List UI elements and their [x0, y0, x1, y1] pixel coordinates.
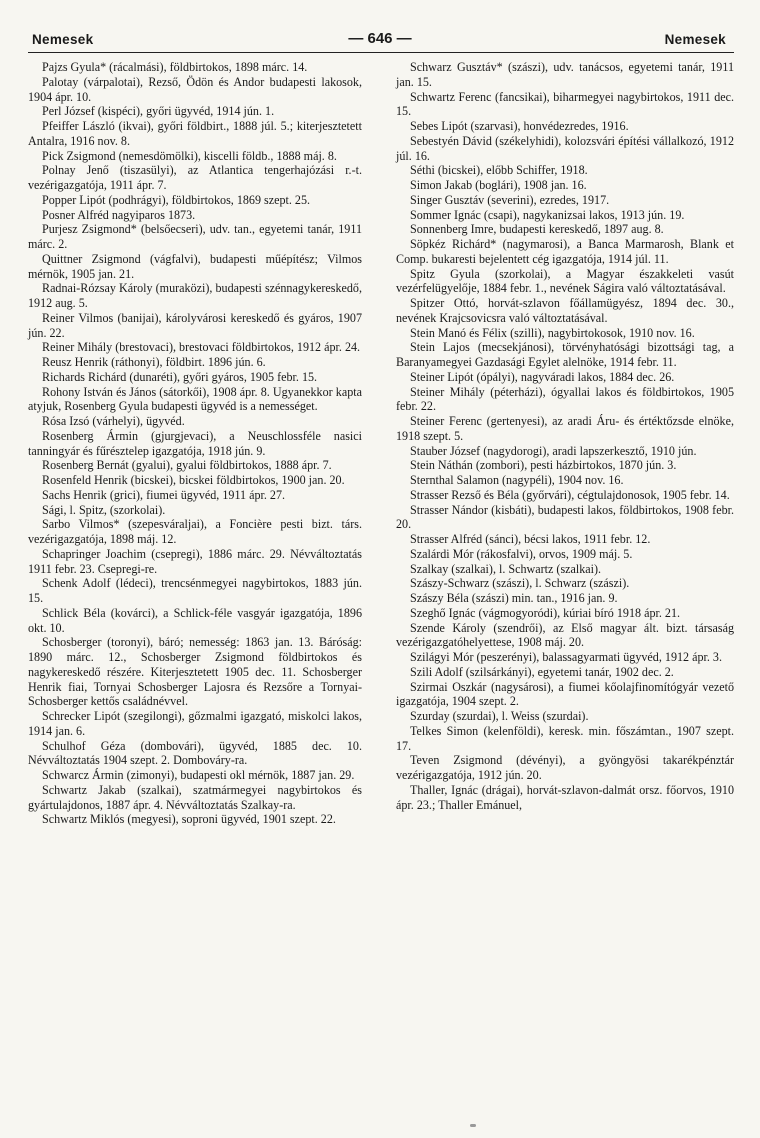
entry-paragraph: Söpkéz Richárd* (nagymarosi), a Banca Marmarosh, Blank et Comp. bukaresti bejelentett cég igazgatója, 1914 júl. 11.	[396, 237, 734, 266]
entry-paragraph: Rosenberg Ármin (gjurgjevaci), a Neuschlossféle nasici tanningyár és fűrésztelep igazgatója, 1918 jún. 9.	[28, 428, 362, 458]
entry-paragraph: Sarbo Vilmos* (szepesváraljai), a Foncière pesti bizt. társ. vezérigazgatója, 1898 máj. 12.	[28, 517, 362, 546]
entry-paragraph: Schwarcz Ármin (zimonyi), budapesti okl mérnök, 1887 jan. 29.	[42, 768, 355, 782]
entry-paragraph: Sachs Henrik (grici), fiumei ügyvéd, 1911 ápr. 27.	[42, 487, 286, 502]
left-column	[28, 60, 362, 827]
entry-paragraph: Spitz Gyula (szorkolai), a Magyar északkeleti vasút vezérfelügyelője, 1884 febr. 1., nevének Ságira való változtatásával.	[396, 266, 734, 296]
entry-paragraph: Singer Gusztáv (severini), ezredes, 1917.	[410, 192, 610, 207]
entry-paragraph: Szilágyi Mór (peszerényi), balassagyarmati ügyvéd, 1912 ápr. 3.	[410, 650, 722, 664]
entry-paragraph: Spitzer Ottó, horvát-szlavon főállamügyész, 1894 dec. 30., nevének Krajcsovicsra való változtatásával.	[396, 296, 734, 325]
entry-paragraph: Posner Alfréd nagyiparos 1873.	[42, 207, 196, 222]
entry-paragraph: Steiner Mihály (péterházi), ógyallai lakos és földbirtokos, 1905 febr. 22.	[396, 384, 734, 414]
entry-paragraph: Steiner Ferenc (gertenyesi), az aradi Áru- és értéktőzsde elnöke, 1918 szept. 5.	[396, 414, 734, 443]
entry-paragraph: Stein Manó és Félix (szilli), nagybirtokosok, 1910 nov. 16.	[410, 325, 695, 340]
page-speck	[470, 1124, 476, 1127]
entry-paragraph: Reiner Mihály (brestovaci), brestovaci földbirtokos, 1912 ápr. 24.	[42, 340, 361, 355]
entry-paragraph: Purjesz Zsigmond* (belsőecseri), udv. tan., egyetemi tanár, 1911 márc. 2.	[28, 222, 362, 251]
entry-paragraph: Szalkay (szalkai), l. Schwartz (szalkai).	[410, 561, 602, 576]
entry-paragraph: Schulhof Géza (dombovári), ügyvéd, 1885 dec. 10. Névváltoztatás 1904 szept. 2. Dombováry-ra.	[28, 738, 362, 768]
header-right-title: Nemesek	[664, 32, 726, 47]
entry-paragraph: Sebes Lipót (szarvasi), honvédezredes, 1916.	[410, 119, 629, 133]
entry-paragraph: Pajzs Gyula* (rácalmási), földbirtokos, 1898 márc. 14.	[42, 60, 308, 74]
entry-paragraph: Szirmai Oszkár (nagysárosi), a fiumei kőolajfinomítógyár vezető igazgatója, 1904 szept. 2.	[396, 679, 734, 709]
entry-paragraph: Rohony István és János (sátorkői), 1908 ápr. 8. Ugyanekkor kapta atyjuk, Rosenberg Gyula budapesti ügyvéd is a nemességet.	[28, 384, 362, 414]
entry-paragraph: Schwartz Ferenc (fancsikai), biharmegyei nagybirtokos, 1911 dec. 15.	[396, 89, 734, 119]
page-number: — 646 —	[348, 30, 412, 47]
entry-paragraph: Stein Náthán (zombori), pesti házbirtokos, 1870 jún. 3.	[410, 458, 677, 473]
entry-paragraph: Rósa Izsó (várhelyi), ügyvéd.	[42, 414, 185, 428]
header-left-title: Nemesek	[32, 32, 94, 47]
entry-paragraph: Szende Károly (szendrői), az Első magyar ált. bizt. társaság vezérigazgatóhelyettese, 1908 máj. 20.	[396, 620, 734, 650]
entry-paragraph: Pfeiffer László (ikvai), győri földbirt., 1888 júl. 5.; kiterjesztetett Antalra, 1916 nov. 8.	[28, 119, 362, 148]
entry-paragraph: Thaller, Ignác (drágai), horvát-szlavon-dalmát orsz. főorvos, 1910 ápr. 23.; Thaller Emánuel,	[396, 782, 734, 812]
entry-paragraph: Sebestyén Dávid (székelyhidi), kolozsvári építési vállalkozó, 1912 júl. 16.	[396, 133, 734, 163]
entry-paragraph: Reiner Vilmos (banijai), károlyvárosi kereskedő és gyáros, 1907 jún. 22.	[28, 310, 362, 340]
entry-paragraph: Schenk Adolf (lédeci), trencsénmegyei nagybirtokos, 1883 jún. 15.	[28, 576, 362, 605]
entry-paragraph: Sternthal Salamon (nagypéli), 1904 nov. 16.	[410, 473, 624, 487]
entry-paragraph: Radnai-Rózsay Károly (muraközi), budapesti szénnagykereskedő, 1912 aug. 5.	[28, 281, 362, 310]
entry-paragraph: Szászy-Schwarz (szászi), l. Schwarz (szászi).	[410, 576, 630, 591]
entry-paragraph: Sági, l. Spitz, (szorkolai).	[42, 502, 166, 517]
entry-paragraph: Pick Zsigmond (nemesdömölki), kiscelli földb., 1888 máj. 8.	[42, 148, 337, 163]
entry-paragraph: Simon Jakab (boglári), 1908 jan. 16.	[410, 178, 587, 192]
entry-paragraph: Schrecker Lipót (szegilongi), gőzmalmi igazgató, miskolci lakos, 1914 jan. 6.	[28, 709, 362, 738]
right-column	[396, 60, 734, 812]
entry-paragraph: Quittner Zsigmond (vágfalvi), budapesti műépítész; Vilmos mérnök, 1905 jan. 21.	[28, 251, 362, 281]
entry-paragraph: Séthi (bicskei), előbb Schiffer, 1918.	[410, 163, 588, 178]
entry-paragraph: Szili Adolf (szilsárkányi), egyetemi tanár, 1902 dec. 2.	[410, 664, 674, 679]
entry-paragraph: Rosenfeld Henrik (bicskei), bicskei földbirtokos, 1900 jan. 20.	[42, 473, 345, 487]
entry-paragraph: Perl József (kispéci), győri ügyvéd, 1914 jún. 1.	[42, 104, 275, 119]
entry-paragraph: Sonnenberg Imre, budapesti kereskedő, 1897 aug. 8.	[410, 222, 664, 237]
entry-paragraph: Richards Richárd (dunaréti), győri gyáros, 1905 febr. 15.	[42, 369, 318, 384]
entry-paragraph: Schwartz Jakab (szalkai), szatmármegyei nagybirtokos és gyártulajdonos, 1887 ápr. 4. Névváltoztatás Szalkay-ra.	[28, 782, 362, 812]
header-rule	[28, 52, 734, 53]
entry-paragraph: Szászy Béla (szászi) min. tan., 1916 jan. 9.	[410, 591, 618, 605]
entry-paragraph: Stauber József (nagydorogi), aradi lapszerkesztő, 1910 jún.	[410, 443, 697, 458]
entry-paragraph: Szurday (szurdai), l. Weiss (szurdai).	[410, 709, 589, 723]
entry-paragraph: Schwarz Gusztáv* (szászi), udv. tanácsos, egyetemi tanár, 1911 jan. 15.	[396, 60, 734, 89]
entry-paragraph: Szeghő Ignác (vágmogyoródi), kúriai bíró 1918 ápr. 21.	[410, 605, 681, 620]
entry-paragraph: Szalárdi Mór (rákosfalvi), orvos, 1909 máj. 5.	[410, 546, 633, 561]
entry-paragraph: Polnay Jenő (tiszasülyi), az Atlantica tengerhajózási r.-t. vezérigazgatója, 1911 ápr. 7.	[28, 163, 362, 192]
entry-paragraph: Schapringer Joachim (csepregi), 1886 márc. 29. Névváltoztatás 1911 febr. 23. Csepregi-re.	[28, 546, 362, 576]
entry-paragraph: Reusz Henrik (ráthonyi), földbirt. 1896 jún. 6.	[42, 355, 266, 369]
running-header	[30, 28, 730, 54]
entry-paragraph: Schlick Béla (kovárci), a Schlick-féle vasgyár igazgatója, 1896 okt. 10.	[28, 605, 362, 635]
entry-paragraph: Strasser Rezső és Béla (győrvári), cégtulajdonosok, 1905 febr. 14.	[410, 487, 730, 502]
entry-paragraph: Palotay (várpalotai), Rezső, Ödön és Andor budapesti lakosok, 1904 ápr. 10.	[28, 74, 362, 104]
entry-paragraph: Teven Zsigmond (dévényi), a gyöngyösi takarékpénztár vezérigazgatója, 1912 jún. 20.	[396, 753, 734, 782]
entry-paragraph: Schwartz Miklós (megyesi), soproni ügyvéd, 1901 szept. 22.	[42, 812, 336, 827]
entry-paragraph: Strasser Nándor (kisbáti), budapesti lakos, földbirtokos, 1908 febr. 20.	[396, 502, 734, 532]
entry-paragraph: Strasser Alfréd (sánci), bécsi lakos, 1911 febr. 12.	[410, 532, 651, 546]
entry-paragraph: Rosenberg Bernát (gyalui), gyalui földbirtokos, 1888 ápr. 7.	[42, 458, 332, 473]
entry-paragraph: Stein Lajos (mecsekjánosi), törvényhatósági bizottsági tag, a Baranyamegyei Gazdasági Egylet alelnöke, 1914 febr. 11.	[396, 340, 734, 369]
entry-paragraph: Steiner Lipót (ópályi), nagyváradi lakos, 1884 dec. 26.	[410, 369, 675, 384]
entry-paragraph: Sommer Ignác (csapi), nagykanizsai lakos, 1913 jún. 19.	[410, 207, 685, 222]
entry-paragraph: Telkes Simon (kelenföldi), keresk. min. főszámtan., 1907 szept. 17.	[396, 723, 734, 753]
entry-paragraph: Schosberger (toronyi), báró; nemesség: 1863 jan. 13. Báróság: 1890 márc. 12., Schosberger Zsigmond földbirtokos és nagykereskedő részére. Kiterjesztetett 1905 dec. 11. Schosberger Henrik fiai, Tornyai Schosberger Lajosra és Rezsőre a Tornyai-Schosberger kettős családnévvel.	[28, 635, 362, 709]
entry-paragraph: Popper Lipót (podhrágyi), földbirtokos, 1869 szept. 25.	[42, 192, 311, 207]
